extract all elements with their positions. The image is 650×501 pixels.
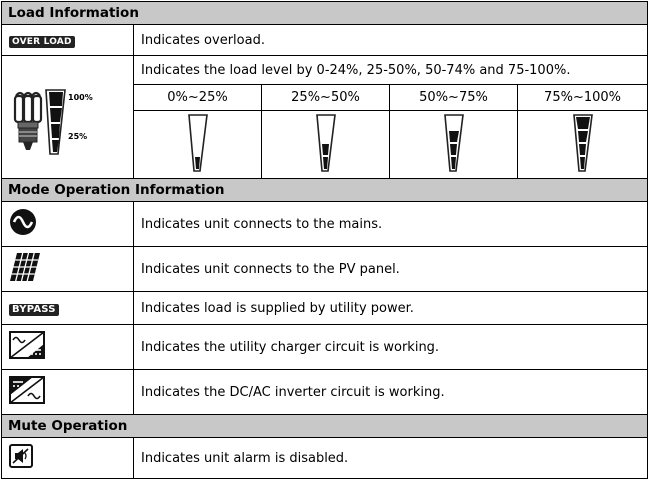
load-level-icon [8, 56, 123, 178]
level-label: 25%~50% [262, 85, 390, 111]
bypass-desc: Indicates load is supplied by utility power. [134, 292, 648, 325]
mains-desc: Indicates unit connects to the mains. [134, 202, 648, 247]
level-segment [450, 144, 457, 155]
inverter-row [2, 370, 648, 415]
pv-panel-icon [9, 251, 41, 283]
level-label: 0%~25% [134, 85, 262, 111]
bulb-battery-icon [8, 56, 123, 178]
level-bar-icon [442, 113, 466, 173]
overload-row [2, 25, 648, 56]
level-label: 75%~100% [518, 85, 648, 111]
load-level-desc: Indicates the load level by 0-24%, 25-50%, 50-74% and 75-100%. [134, 56, 648, 85]
level-bar-icon [314, 113, 338, 173]
charger-desc: Indicates the utility charger circuit is working. [134, 325, 648, 370]
section-title: Mute Operation [2, 415, 648, 438]
pv-row [2, 247, 648, 292]
mute-desc: Indicates unit alarm is disabled. [134, 438, 648, 479]
level-bar-icon [186, 113, 210, 173]
bypass-badge: BYPASS [9, 304, 59, 316]
level-segment [576, 117, 590, 129]
section-title: Load Information [2, 2, 648, 25]
ac-mains-icon [9, 208, 37, 236]
load-level-row [2, 56, 648, 85]
mute-row [2, 438, 648, 479]
level-label: 50%~75% [390, 85, 518, 111]
level-segment [322, 144, 329, 155]
inverter-icon [9, 376, 45, 404]
overload-desc: Indicates overload. [134, 25, 648, 56]
info-table [1, 1, 648, 479]
icon-label-100: 100% [68, 93, 93, 102]
section-title: Mode Operation Information [2, 179, 648, 202]
charger-icon [9, 331, 45, 359]
load-section-header [2, 2, 648, 25]
mode-section-header [2, 179, 648, 202]
mains-row [2, 202, 648, 247]
bypass-row [2, 292, 648, 325]
mute-speaker-icon [9, 444, 33, 468]
charger-row [2, 325, 648, 370]
level-bar-icon [571, 113, 595, 173]
mute-section-header [2, 415, 648, 438]
pv-desc: Indicates unit connects to the PV panel. [134, 247, 648, 292]
overload-badge: OVER LOAD [9, 36, 75, 48]
icon-label-25: 25% [68, 132, 88, 141]
level-segment [579, 144, 586, 155]
inverter-desc: Indicates the DC/AC inverter circuit is working. [134, 370, 648, 415]
